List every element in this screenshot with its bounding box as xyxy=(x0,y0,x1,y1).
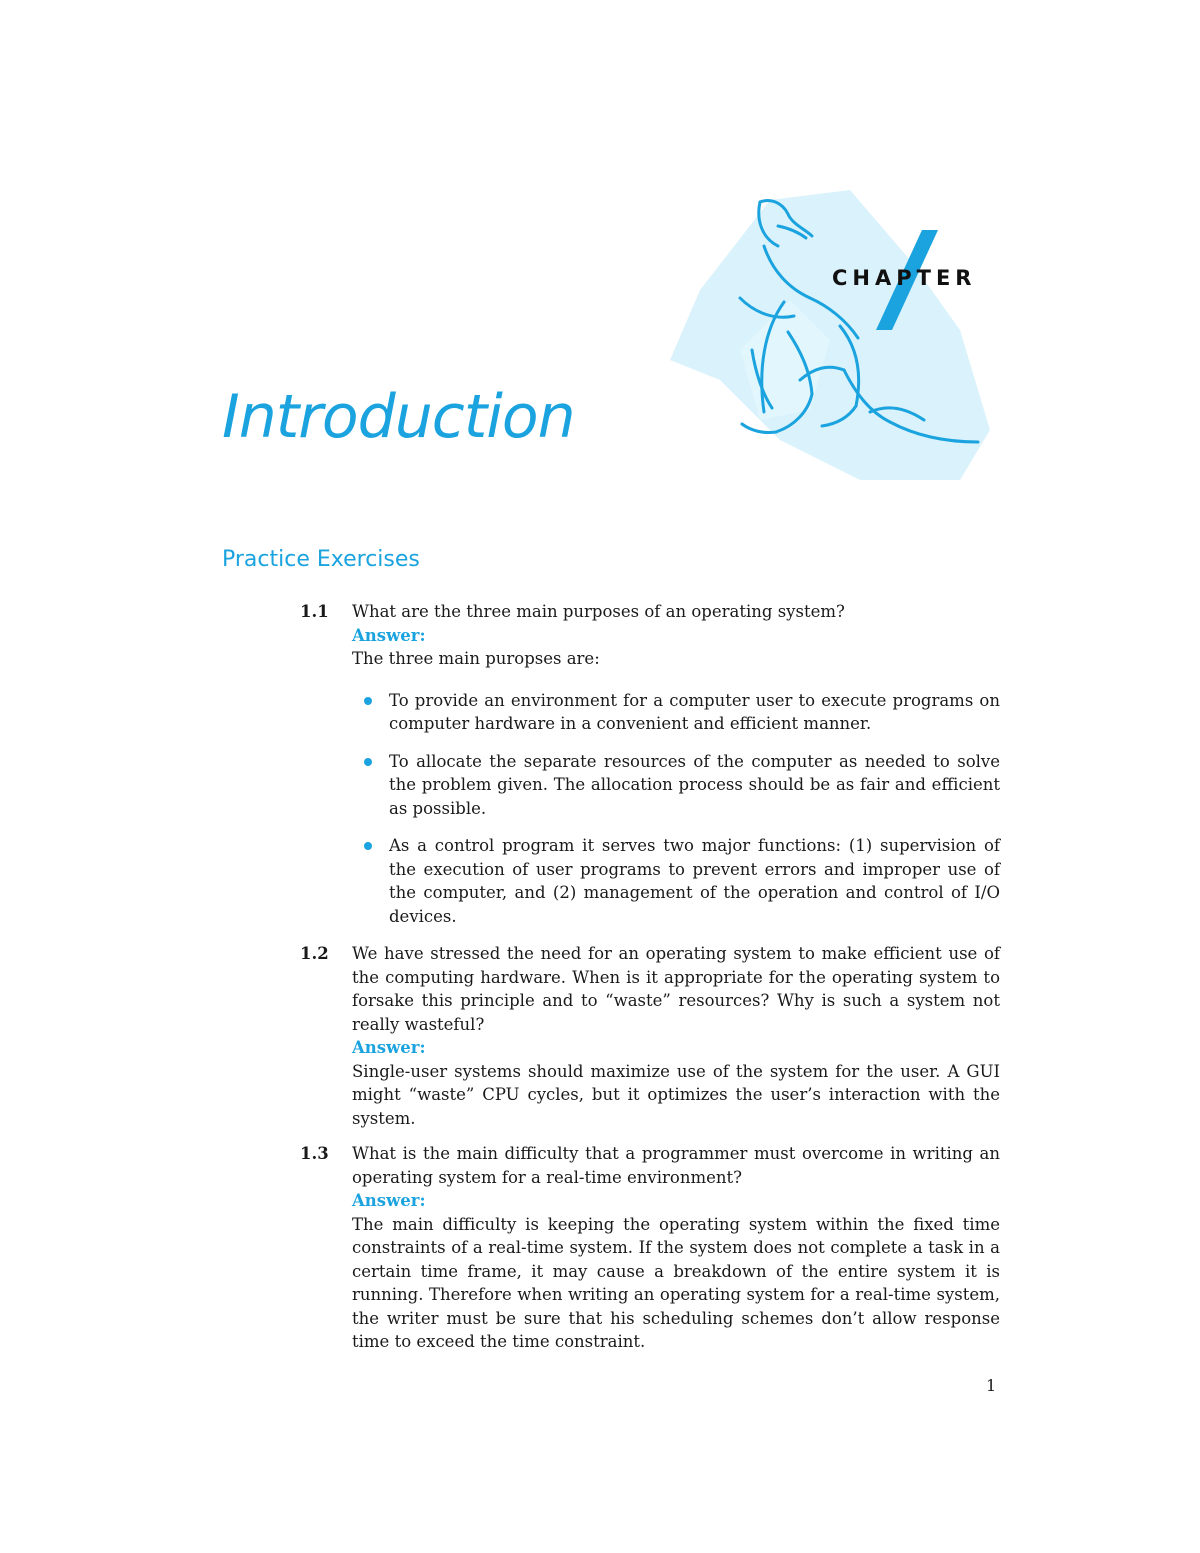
answer-text: Single-user systems should maximize use of the system for the user. A GUI might “waste” CPU cycles, but it optimizes the user’s interaction with the system. xyxy=(352,1061,1000,1128)
exercise-1-1 xyxy=(300,600,1000,928)
answer-intro: The three main puropses are: xyxy=(352,649,600,668)
list-item-text: To provide an environment for a computer user to execute programs on computer hardware in a convenient and efficient manner. xyxy=(389,690,1000,733)
exercise-question: What are the three main purposes of an operating system? xyxy=(352,602,845,621)
exercise-question: We have stressed the need for an operating system to make efficient use of the computing hardware. When is it appropriate for the operating system to forsake this principle and to “waste” resources? Why is such a system not really wasteful? xyxy=(352,944,1000,1034)
answer-label: Answer: xyxy=(352,1038,426,1057)
exercise-number: 1.3 xyxy=(300,1144,329,1163)
exercise-1-2 xyxy=(300,942,1000,1130)
bullet-icon xyxy=(364,697,372,705)
list-item xyxy=(352,750,1000,821)
exercise-number: 1.1 xyxy=(300,602,329,621)
exercise-question: What is the main difficulty that a programmer must overcome in writing an operating system for a real-time environment? xyxy=(352,1144,1000,1187)
list-item-text: To allocate the separate resources of the computer as needed to solve the problem given. The allocation process should be as fair and efficient as possible. xyxy=(389,751,1000,818)
chapter-label: CHAPTER xyxy=(832,266,977,290)
exercise-list xyxy=(300,600,1000,1366)
chapter-title: Introduction xyxy=(222,382,575,452)
list-item-text: As a control program it serves two major functions: (1) supervision of the execution of user programs to prevent errors and improper use of the computer, and (2) management of the operation and control of I/O devices. xyxy=(389,836,1000,926)
page-number: 1 xyxy=(986,1376,997,1395)
exercise-number: 1.2 xyxy=(300,944,329,963)
exercise-1-3 xyxy=(300,1142,1000,1354)
answer-text: The main difficulty is keeping the operating system within the fixed time constraints of a real-time system. If the system does not complete a task in a certain time frame, it may cause a breakdown of the entire system it is running. Therefore when writing an operating system for a real-time system, the writer must be sure that his scheduling schemes don’t allow response time to exceed the time constraint. xyxy=(352,1214,1000,1351)
chapter-dinosaur-illustration xyxy=(660,180,1000,500)
list-item xyxy=(352,689,1000,736)
list-item xyxy=(352,834,1000,928)
answer-bullet-list xyxy=(352,689,1000,929)
answer-label: Answer: xyxy=(352,625,426,645)
bullet-icon xyxy=(364,758,372,766)
bullet-icon xyxy=(364,842,372,850)
section-heading: Practice Exercises xyxy=(222,547,420,572)
answer-label: Answer: xyxy=(352,1191,426,1210)
